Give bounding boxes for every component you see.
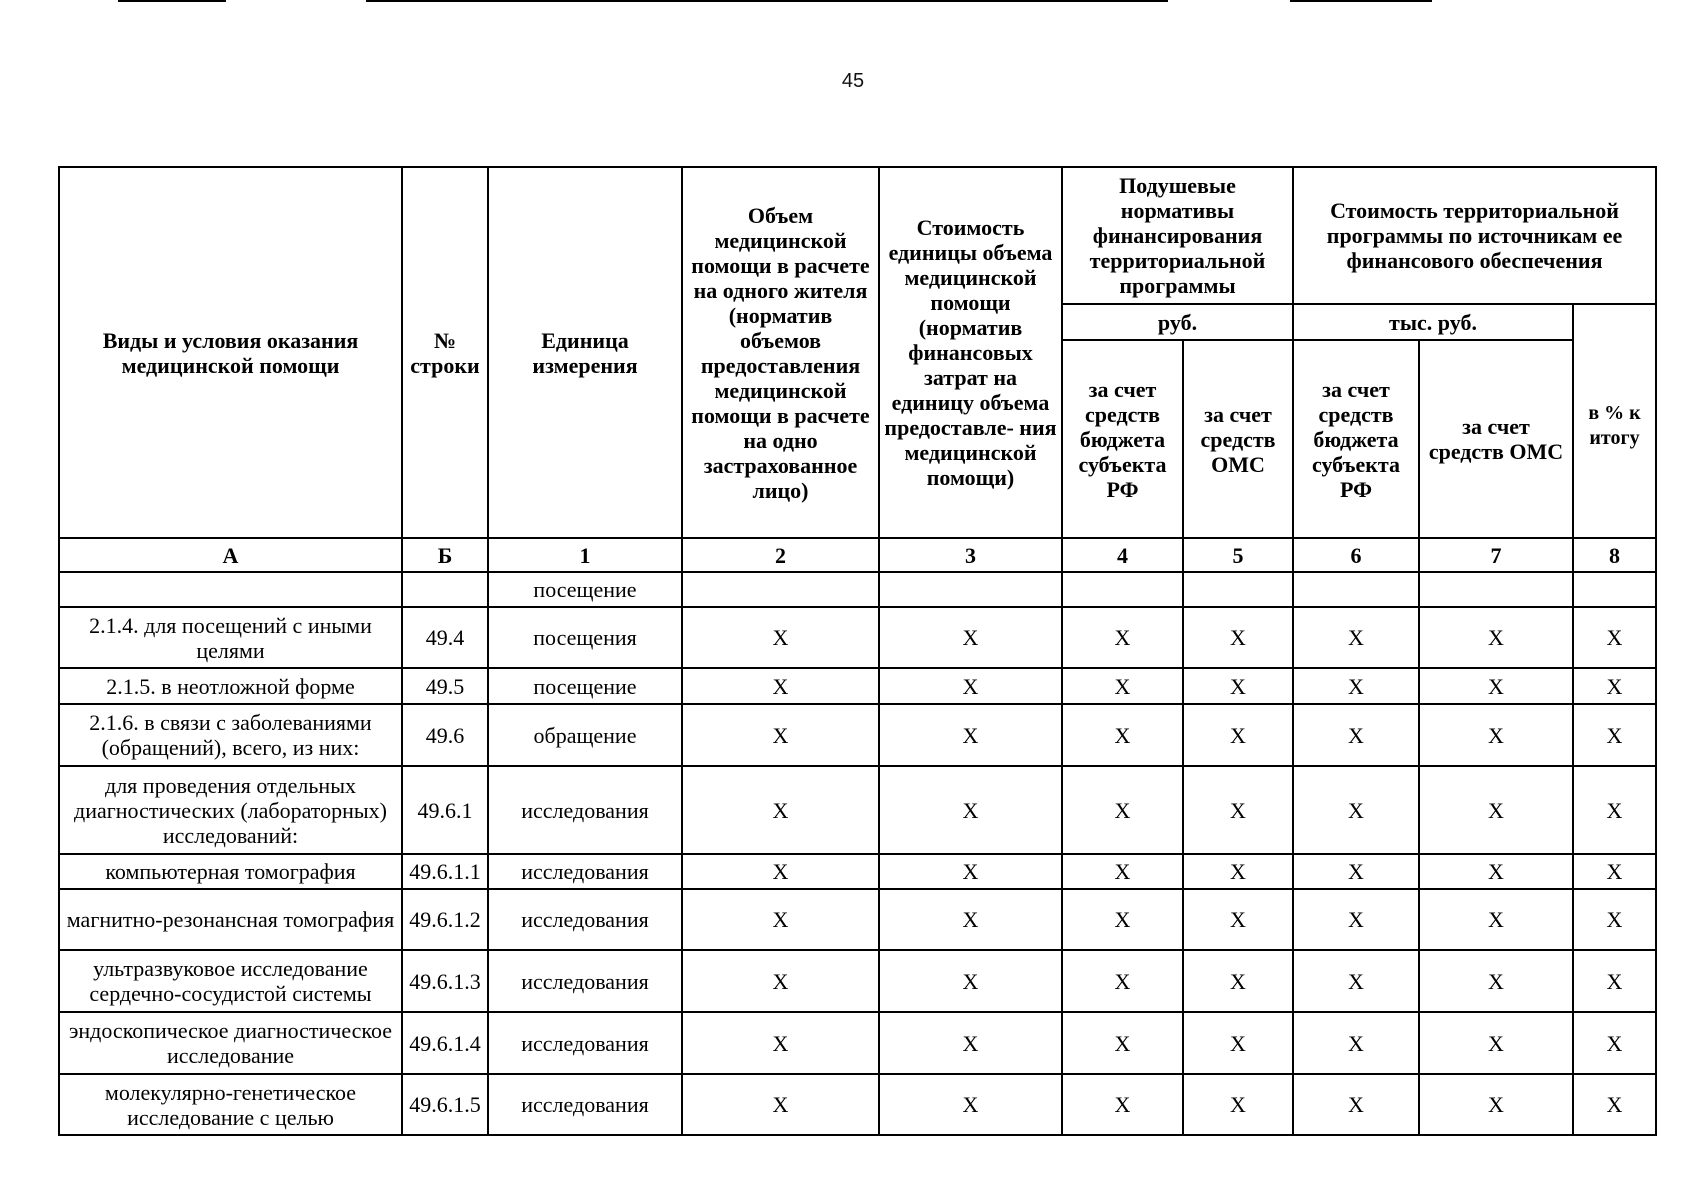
row-unit: исследования bbox=[488, 950, 682, 1012]
page-number: 45 bbox=[841, 70, 865, 92]
header-budget-thousand: за счет средств бюджета субъекта РФ bbox=[1293, 340, 1419, 538]
row-cell bbox=[1293, 572, 1419, 607]
row-name: ультразвуковое исследование сердечно-сосудистой системы bbox=[59, 950, 402, 1012]
row-code: 49.6.1.2 bbox=[402, 889, 488, 950]
row-cell: X bbox=[682, 950, 879, 1012]
row-name: для проведения отдельных диагностических (лабораторных) исследований: bbox=[59, 766, 402, 854]
row-cell: X bbox=[1419, 1074, 1573, 1135]
row-cell: X bbox=[1062, 854, 1183, 889]
row-cell: X bbox=[1062, 950, 1183, 1012]
top-rule-middle bbox=[366, 0, 1168, 2]
row-cell: X bbox=[1573, 1012, 1656, 1074]
row-cell bbox=[1419, 572, 1573, 607]
row-cell: X bbox=[1183, 668, 1293, 704]
row-cell: X bbox=[879, 766, 1062, 854]
row-cell: X bbox=[1293, 766, 1419, 854]
column-number: 6 bbox=[1293, 538, 1419, 572]
row-cell: X bbox=[1183, 950, 1293, 1012]
header-unit: Единица измерения bbox=[488, 167, 682, 538]
row-cell: X bbox=[1293, 1074, 1419, 1135]
row-unit: посещение bbox=[488, 668, 682, 704]
row-name: 2.1.4. для посещений с иными целями bbox=[59, 607, 402, 668]
column-number: 1 bbox=[488, 538, 682, 572]
row-cell: X bbox=[1293, 704, 1419, 766]
row-code: 49.6 bbox=[402, 704, 488, 766]
table-row bbox=[59, 1012, 1656, 1074]
table-row bbox=[59, 889, 1656, 950]
row-unit: исследования bbox=[488, 766, 682, 854]
row-cell bbox=[682, 572, 879, 607]
table-row bbox=[59, 854, 1656, 889]
row-cell: X bbox=[1183, 889, 1293, 950]
row-cell: X bbox=[1293, 668, 1419, 704]
row-unit: обращение bbox=[488, 704, 682, 766]
row-cell: X bbox=[1293, 950, 1419, 1012]
row-cell: X bbox=[1293, 1012, 1419, 1074]
row-cell: X bbox=[1573, 889, 1656, 950]
row-cell: X bbox=[879, 950, 1062, 1012]
row-cell: X bbox=[682, 704, 879, 766]
row-unit: посещения bbox=[488, 607, 682, 668]
row-cell: X bbox=[1573, 704, 1656, 766]
row-cell: X bbox=[1183, 704, 1293, 766]
row-cell bbox=[1573, 572, 1656, 607]
top-rule-left bbox=[118, 0, 226, 2]
column-number: Б bbox=[402, 538, 488, 572]
row-cell: X bbox=[682, 607, 879, 668]
row-unit: исследования bbox=[488, 1074, 682, 1135]
row-cell: X bbox=[1419, 668, 1573, 704]
row-name: молекулярно-генетическое исследование с целью bbox=[59, 1074, 402, 1135]
row-cell: X bbox=[1573, 766, 1656, 854]
row-unit: посещение bbox=[488, 572, 682, 607]
top-rule-right bbox=[1290, 0, 1432, 2]
row-cell: X bbox=[682, 766, 879, 854]
row-cell: X bbox=[1419, 607, 1573, 668]
row-unit: исследования bbox=[488, 854, 682, 889]
header-oms-thousand: за счет средств ОМС bbox=[1419, 340, 1573, 538]
row-cell: X bbox=[682, 1074, 879, 1135]
row-cell bbox=[1062, 572, 1183, 607]
row-cell: X bbox=[1062, 766, 1183, 854]
row-cell: X bbox=[1183, 1012, 1293, 1074]
row-cell: X bbox=[1573, 668, 1656, 704]
column-number: 7 bbox=[1419, 538, 1573, 572]
row-cell: X bbox=[879, 704, 1062, 766]
row-name: 2.1.6. в связи с заболеваниями (обращений), всего, из них: bbox=[59, 704, 402, 766]
row-cell: X bbox=[1419, 889, 1573, 950]
header-unit-rub: руб. bbox=[1062, 304, 1293, 340]
row-cell: X bbox=[1293, 607, 1419, 668]
row-cell: X bbox=[1419, 704, 1573, 766]
header-percapita-standards: Подушевые нормативы финансирования территориальной программы bbox=[1062, 167, 1293, 304]
header-row-number: № строки bbox=[402, 167, 488, 538]
row-cell: X bbox=[1062, 1012, 1183, 1074]
row-cell: X bbox=[1183, 1074, 1293, 1135]
row-name: магнитно-резонансная томография bbox=[59, 889, 402, 950]
header-program-cost: Стоимость территориальной программы по источникам ее финансового обеспечения bbox=[1293, 167, 1656, 304]
row-code: 49.4 bbox=[402, 607, 488, 668]
row-code: 49.6.1.5 bbox=[402, 1074, 488, 1135]
row-cell: X bbox=[879, 854, 1062, 889]
row-cell: X bbox=[1062, 889, 1183, 950]
row-cell: X bbox=[1183, 607, 1293, 668]
row-cell: X bbox=[1419, 950, 1573, 1012]
row-cell: X bbox=[1062, 668, 1183, 704]
row-cell: X bbox=[1573, 854, 1656, 889]
table-row bbox=[59, 668, 1656, 704]
row-cell: X bbox=[1573, 607, 1656, 668]
row-cell: X bbox=[1293, 889, 1419, 950]
row-cell: X bbox=[1183, 766, 1293, 854]
table-row bbox=[59, 572, 1656, 607]
row-cell bbox=[1183, 572, 1293, 607]
row-code: 49.6.1.3 bbox=[402, 950, 488, 1012]
header-oms-rub: за счет средств ОМС bbox=[1183, 340, 1293, 538]
row-code: 49.5 bbox=[402, 668, 488, 704]
row-cell: X bbox=[879, 1012, 1062, 1074]
row-cell: X bbox=[1293, 854, 1419, 889]
row-cell bbox=[879, 572, 1062, 607]
row-cell: X bbox=[1573, 950, 1656, 1012]
row-code: 49.6.1 bbox=[402, 766, 488, 854]
table-row bbox=[59, 704, 1656, 766]
row-cell: X bbox=[1183, 854, 1293, 889]
header-percent-total: в % к итогу bbox=[1573, 304, 1656, 538]
column-number: 8 bbox=[1573, 538, 1656, 572]
header-volume: Объем медицинской помощи в расчете на одного жителя (норматив объемов предоставления медицинской помощи в расчете на одно застрахованное лицо) bbox=[682, 167, 879, 538]
table-row bbox=[59, 1074, 1656, 1135]
row-name bbox=[59, 572, 402, 607]
row-name: эндоскопическое диагностическое исследование bbox=[59, 1012, 402, 1074]
row-cell: X bbox=[1062, 607, 1183, 668]
row-cell: X bbox=[1419, 766, 1573, 854]
row-cell: X bbox=[1419, 1012, 1573, 1074]
row-cell: X bbox=[682, 889, 879, 950]
row-cell: X bbox=[1573, 1074, 1656, 1135]
row-cell: X bbox=[682, 854, 879, 889]
row-cell: X bbox=[682, 1012, 879, 1074]
column-number: 5 bbox=[1183, 538, 1293, 572]
row-cell: X bbox=[879, 889, 1062, 950]
header-budget-rub: за счет средств бюджета субъекта РФ bbox=[1062, 340, 1183, 538]
row-cell: X bbox=[879, 668, 1062, 704]
header-care-types: Виды и условия оказания медицинской помощи bbox=[59, 167, 402, 538]
row-code: 49.6.1.4 bbox=[402, 1012, 488, 1074]
column-number: 2 bbox=[682, 538, 879, 572]
column-number: А bbox=[59, 538, 402, 572]
row-code bbox=[402, 572, 488, 607]
row-cell: X bbox=[682, 668, 879, 704]
column-number: 4 bbox=[1062, 538, 1183, 572]
row-name: компьютерная томография bbox=[59, 854, 402, 889]
row-cell: X bbox=[879, 1074, 1062, 1135]
medical-care-table bbox=[58, 166, 1657, 1136]
row-unit: исследования bbox=[488, 889, 682, 950]
header-unit-cost: Стоимость единицы объема медицинской помощи (норматив финансовых затрат на единицу объема предоставле- ния медицинской помощи) bbox=[879, 167, 1062, 538]
row-code: 49.6.1.1 bbox=[402, 854, 488, 889]
table-row bbox=[59, 607, 1656, 668]
row-cell: X bbox=[1062, 704, 1183, 766]
row-name: 2.1.5. в неотложной форме bbox=[59, 668, 402, 704]
column-number: 3 bbox=[879, 538, 1062, 572]
row-cell: X bbox=[879, 607, 1062, 668]
row-cell: X bbox=[1419, 854, 1573, 889]
header-unit-thousand-rub: тыс. руб. bbox=[1293, 304, 1573, 340]
row-unit: исследования bbox=[488, 1012, 682, 1074]
table-row bbox=[59, 950, 1656, 1012]
table-row bbox=[59, 766, 1656, 854]
row-cell: X bbox=[1062, 1074, 1183, 1135]
